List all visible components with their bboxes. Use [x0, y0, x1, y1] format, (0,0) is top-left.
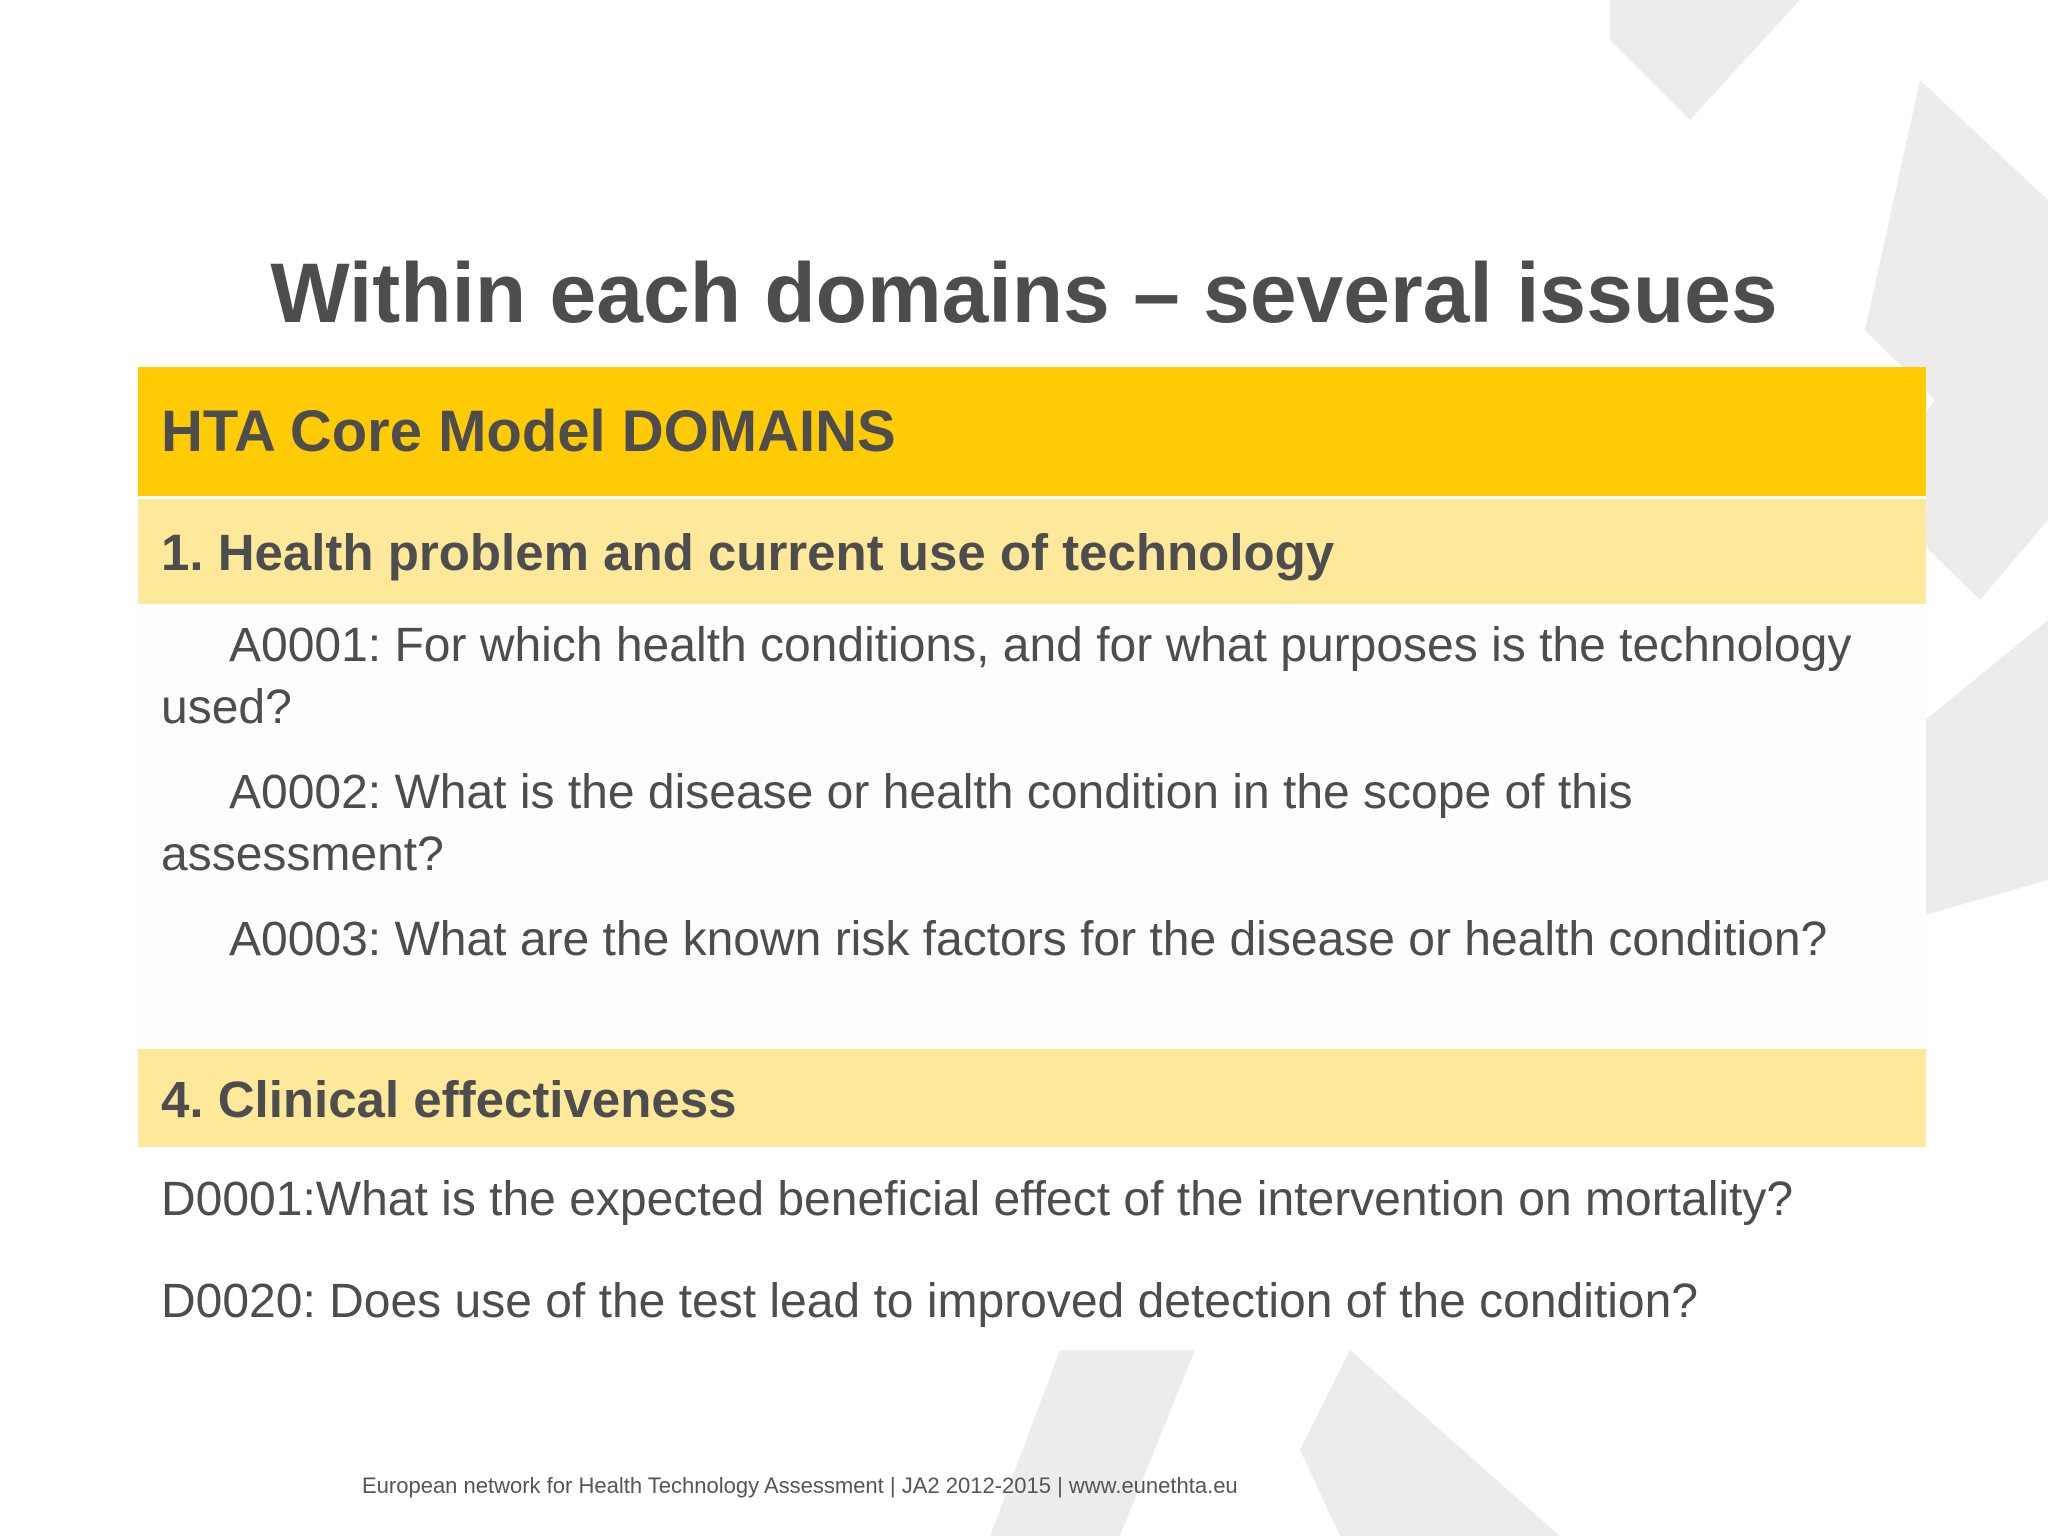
- footer-text: European network for Health Technology Assessment | JA2 2012-2015 | www.eunethta.eu: [362, 1473, 1238, 1498]
- domains-table: [138, 367, 1926, 1377]
- issue-a0003: A0003: What are the known risk factors for the disease or health condition?: [229, 913, 1828, 966]
- section-issues-health-problem: [138, 604, 1926, 1046]
- issue-d0020: D0020: Does use of the test lead to improved detection of the condition?: [161, 1275, 1698, 1328]
- section-heading-clinical-effectiveness: 4. Clinical effectiveness: [138, 1046, 1926, 1147]
- slide-title: Within each domains – several issues: [270, 246, 1778, 340]
- table-header: HTA Core Model DOMAINS: [138, 367, 1926, 496]
- watermark-shape-bottom-left: [990, 1350, 1195, 1536]
- issue-a0001: A0001: For which health conditions, and for what purposes is the technology used?: [161, 619, 1852, 734]
- issue-d0001: D0001:What is the expected beneficial effect of the intervention on mortality?: [161, 1173, 1794, 1226]
- section-issues-clinical-effectiveness: [138, 1147, 1926, 1377]
- issue-a0002: A0002: What is the disease or health condition in the scope of this assessment?: [161, 766, 1633, 881]
- watermark-shape-right-lower: [1925, 620, 2048, 915]
- watermark-shape-bottom-right: [1300, 1350, 1560, 1536]
- section-heading-health-problem: 1. Health problem and current use of technology: [138, 496, 1926, 604]
- watermark-shape-top: [1610, 0, 1800, 120]
